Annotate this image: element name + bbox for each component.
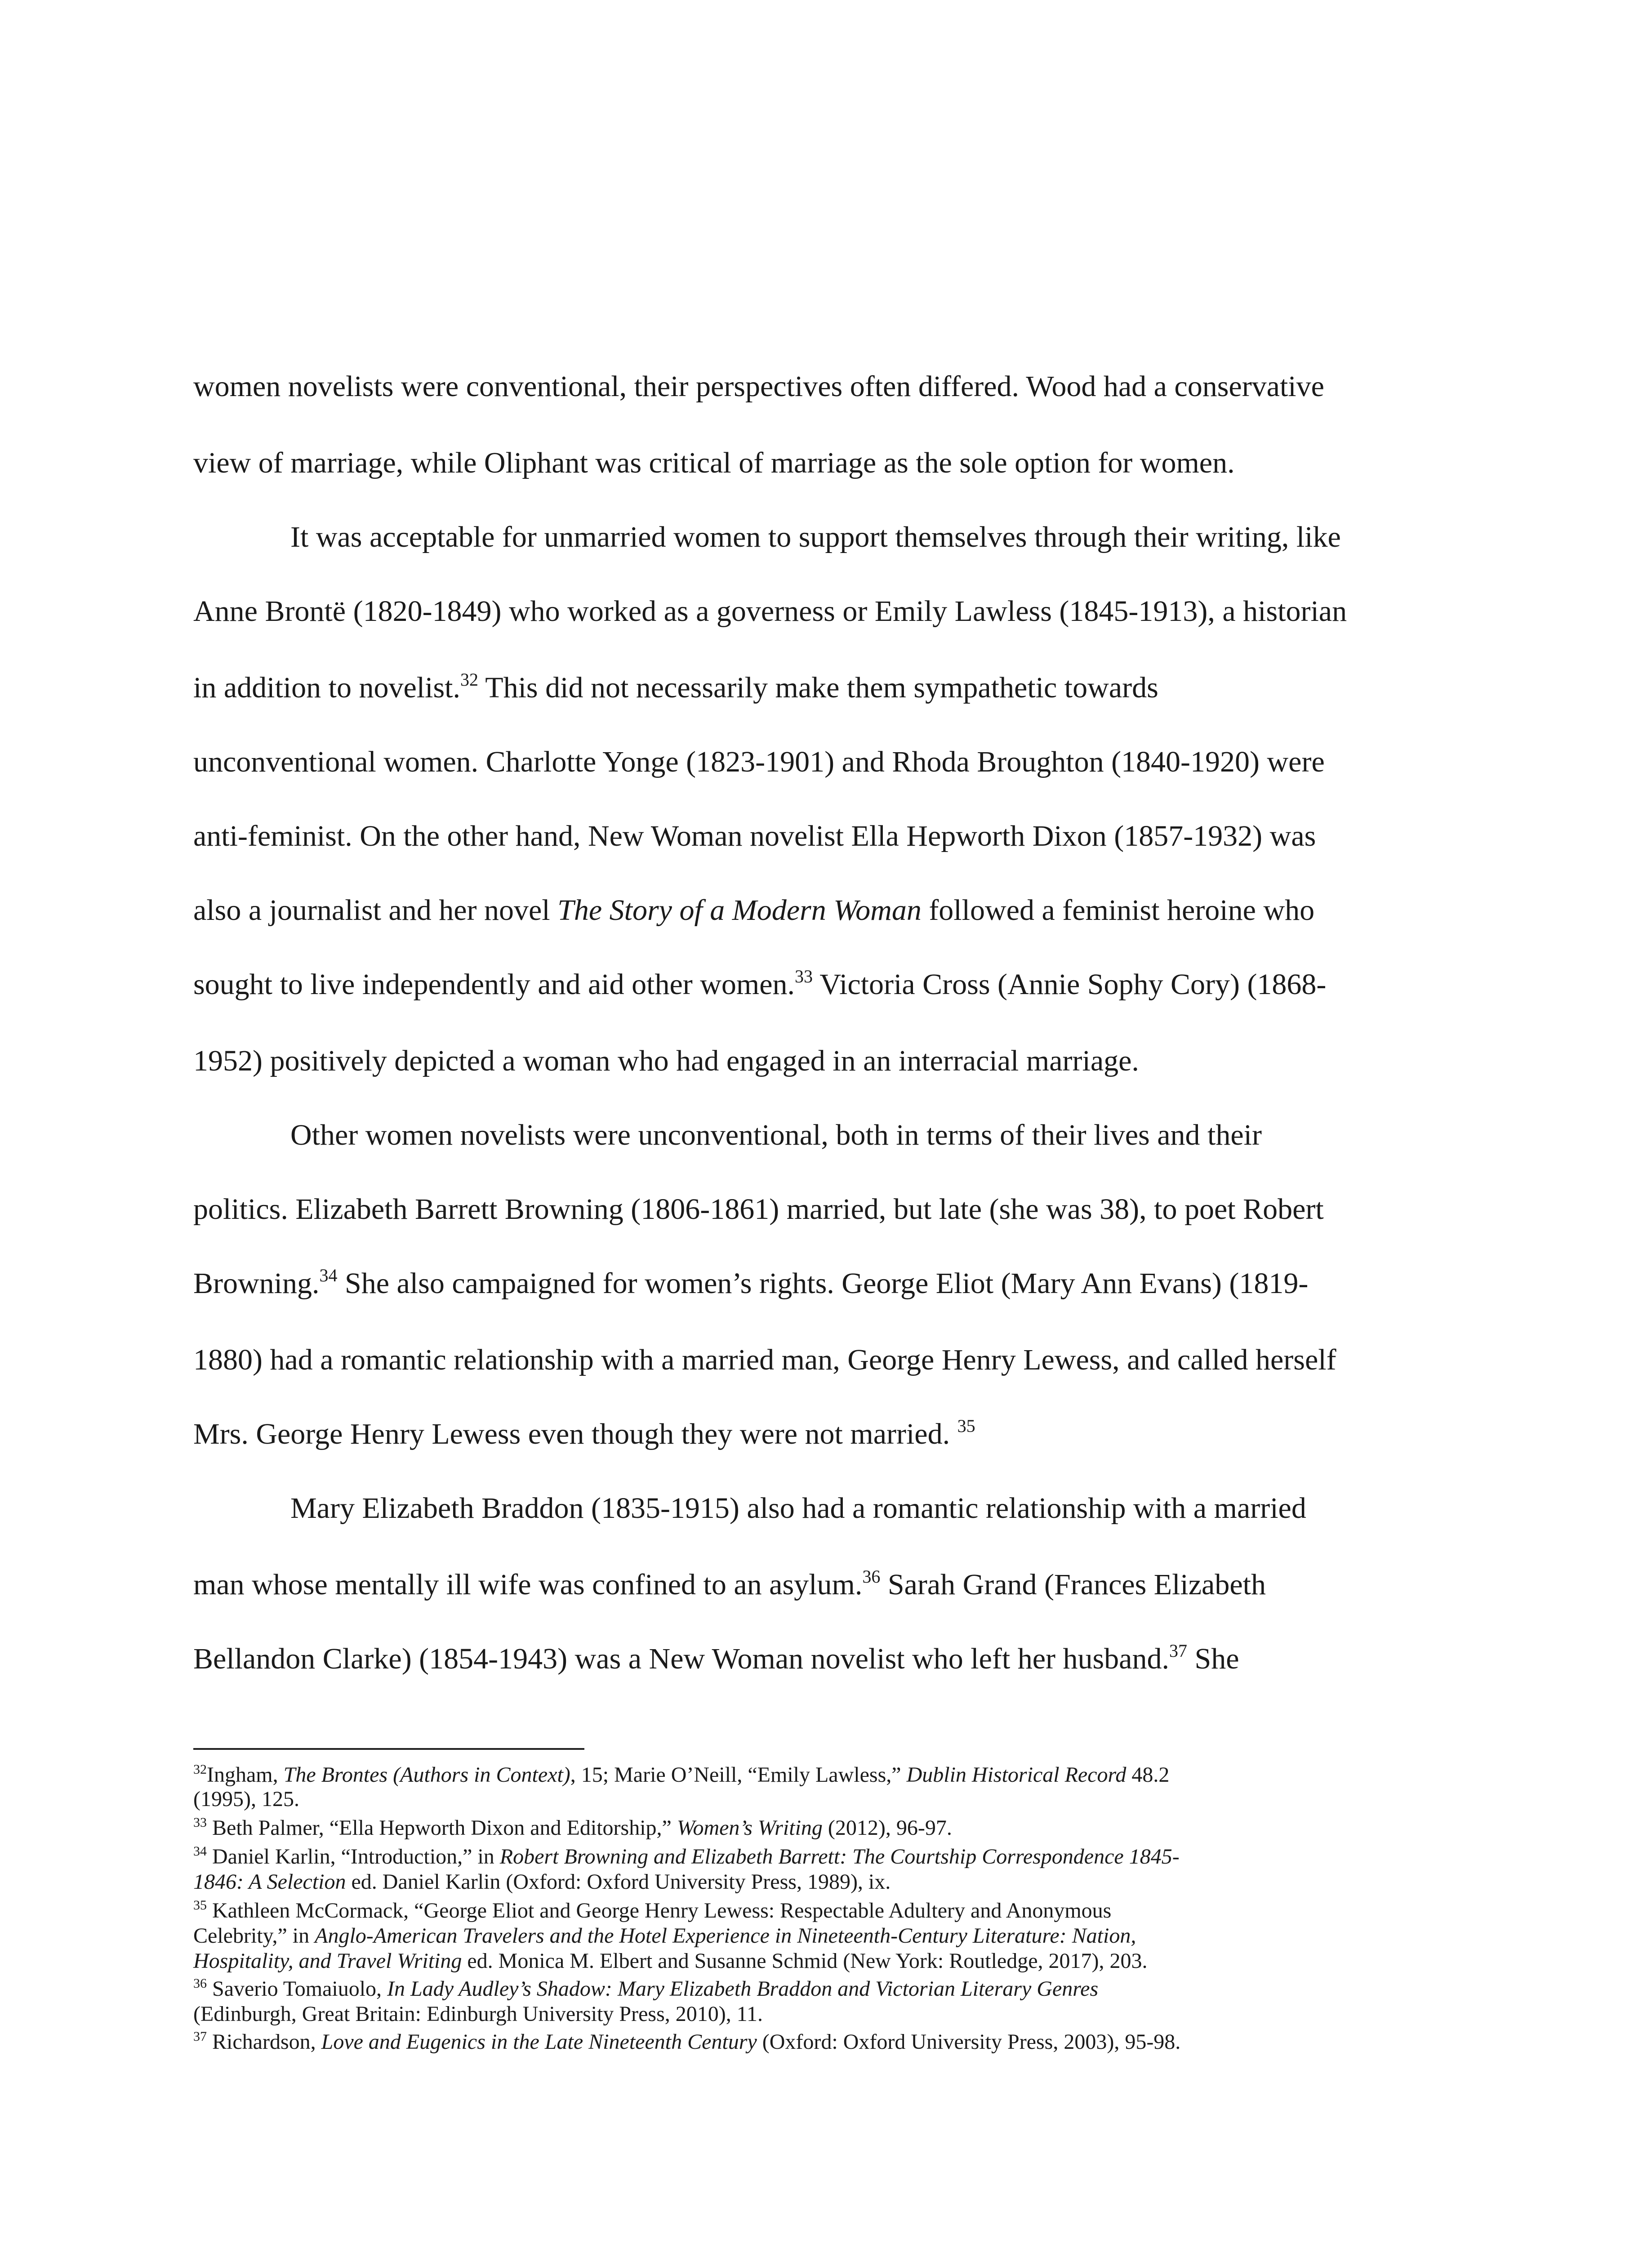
text-line: also a journalist and her novel The Story of a Modern Woman followed a feminist heroine who: [193, 894, 1315, 927]
footnote: $^{33}$ Beth Palmer, “Ella Hepworth Dixon and Editorship,” Women’s Writing (2012), 96-97.: [193, 1815, 952, 1840]
footnote: $^{32}$Ingham, The Brontes (Authors in Context), 15; Marie O’Neill, “Emily Lawless,” Dublin Historical Record 48.2: [193, 1762, 1170, 1787]
text-line: women novelists were conventional, their perspectives often differed. Wood had a conservative: [193, 370, 1324, 403]
text-line: It was acceptable for unmarried women to support themselves through their writing, like: [290, 521, 1341, 553]
text-line: anti-feminist. On the other hand, New Woman novelist Ella Hepworth Dixon (1857-1932) was: [193, 820, 1316, 852]
text-line: man whose mentally ill wife was confined to an asylum.$^{36}$ Sarah Grand (Frances Elizabeth: [193, 1566, 1266, 1601]
footnote: $^{35}$ Kathleen McCormack, “George Eliot and George Henry Lewess: Respectable Adultery and Anonymous: [193, 1898, 1112, 1922]
text-line: Other women novelists were unconventional, both in terms of their lives and their: [290, 1119, 1262, 1151]
footnote-continuation: (1995), 125.: [193, 1787, 299, 1811]
text-line: Mrs. George Henry Lewess even though they were not married. $^{35}$: [193, 1416, 975, 1450]
footnote-ref: 35: [957, 1416, 975, 1436]
footnote-ref: 36: [862, 1566, 881, 1587]
footnote-ref: 33: [795, 966, 813, 986]
text-line: in addition to novelist.$^{32}$ This did not necessarily make them sympathetic towards: [193, 669, 1158, 704]
footnote: $^{34}$ Daniel Karlin, “Introduction,” in Robert Browning and Elizabeth Barrett: The Courtship Correspondence 1845-: [193, 1844, 1180, 1869]
text-line: Browning.$^{34}$ She also campaigned for women’s rights. George Eliot (Mary Ann Evans) (1819-: [193, 1265, 1309, 1300]
footnote: $^{37}$ Richardson, Love and Eugenics in the Late Nineteenth Century (Oxford: Oxford University Press, 2003), 95-98.: [193, 2029, 1181, 2054]
footnote-ref: 34: [319, 1265, 338, 1285]
text-line: sought to live independently and aid other women.$^{33}$ Victoria Cross (Annie Sophy Cory) (1868-: [193, 966, 1327, 1001]
text-line: 1880) had a romantic relationship with a married man, George Henry Lewess, and called herself: [193, 1343, 1336, 1376]
footnote-ref: 32: [460, 669, 478, 690]
footnote: $^{36}$ Saverio Tomaiuolo, In Lady Audley’s Shadow: Mary Elizabeth Braddon and Victorian Literary Genres: [193, 1976, 1099, 2001]
footnote-ref: 37: [1169, 1641, 1187, 1661]
footnote-continuation: (Edinburgh, Great Britain: Edinburgh University Press, 2010), 11.: [193, 2002, 763, 2026]
text-line: unconventional women. Charlotte Yonge (1823-1901) and Rhoda Broughton (1840-1920) were: [193, 745, 1325, 778]
text-line: Mary Elizabeth Braddon (1835-1915) also had a romantic relationship with a married: [290, 1492, 1306, 1525]
footnote-continuation: 1846: A Selection ed. Daniel Karlin (Oxford: Oxford University Press, 1989), ix.: [193, 1870, 891, 1894]
footnote-continuation: Hospitality, and Travel Writing ed. Monica M. Elbert and Susanne Schmid (New York: Routledge, 2017), 203.: [193, 1949, 1148, 1973]
text-line: 1952) positively depicted a woman who had engaged in an interracial marriage.: [193, 1044, 1139, 1077]
text-line: Bellandon Clarke) (1854-1943) was a New Woman novelist who left her husband.$^{37}$ She: [193, 1641, 1239, 1675]
text-line: Anne Brontë (1820-1849) who worked as a governess or Emily Lawless (1845-1913), a historian: [193, 595, 1347, 628]
footnote-separator: [193, 1748, 584, 1750]
text-line: view of marriage, while Oliphant was critical of marriage as the sole option for women.: [193, 446, 1235, 479]
footnote-continuation: Celebrity,” in Anglo-American Travelers and the Hotel Experience in Nineteenth-Century Literature: Nation,: [193, 1924, 1136, 1948]
text-line: politics. Elizabeth Barrett Browning (1806-1861) married, but late (she was 38), to poet Robert: [193, 1193, 1324, 1226]
